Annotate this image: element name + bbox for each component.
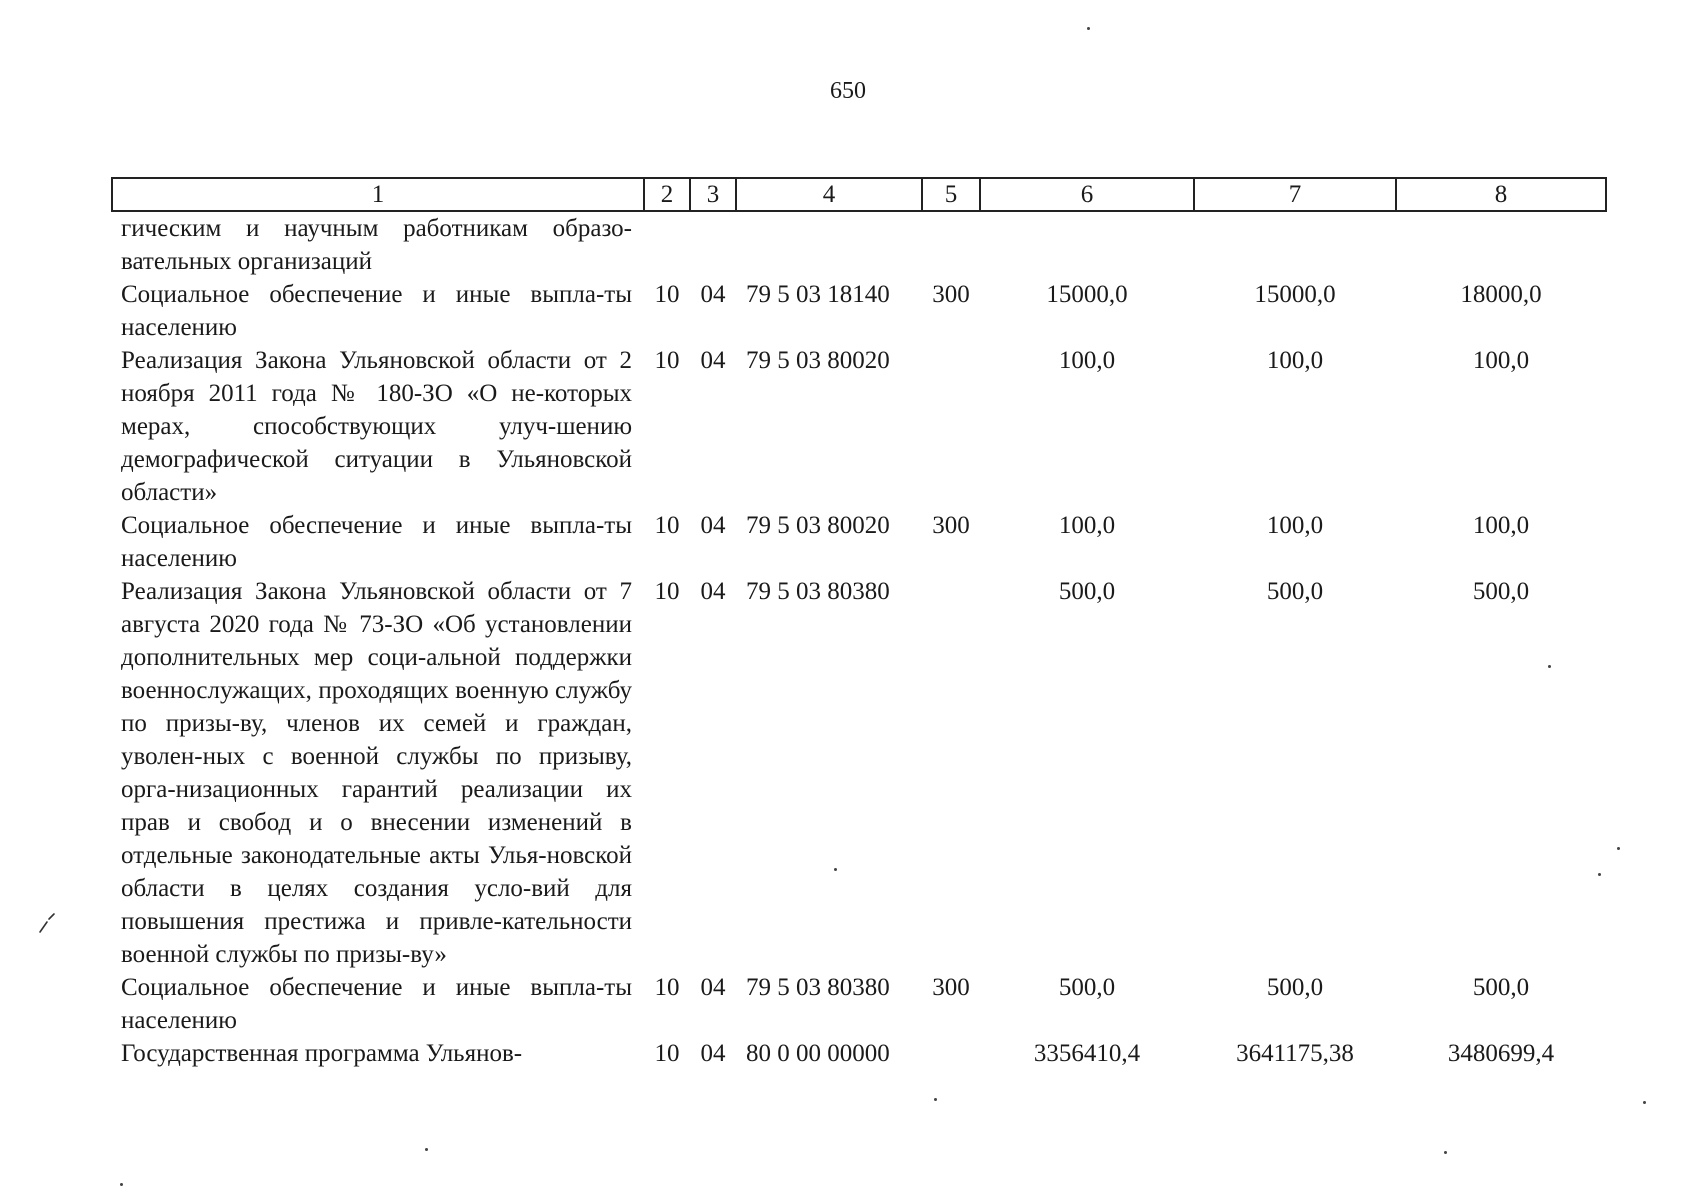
amount-col8-cell: 500,0 bbox=[1472, 578, 1530, 605]
subsection-code-cell: 04 bbox=[700, 1040, 726, 1067]
amount-col6-cell: 3356410,4 bbox=[1033, 1040, 1141, 1067]
amount-col7-cell: 500,0 bbox=[1266, 578, 1324, 605]
column-header-8: 8 bbox=[1396, 178, 1606, 211]
amount-col7-cell: 100,0 bbox=[1266, 347, 1324, 374]
amount-col7-cell bbox=[1194, 211, 1396, 278]
header-row bbox=[112, 178, 1606, 211]
target-article-cell: 79 5 03 80380 bbox=[746, 578, 890, 605]
budget-table bbox=[111, 177, 1607, 1070]
table-row bbox=[112, 575, 1606, 971]
column-header-1: 1 bbox=[112, 178, 644, 211]
subsection-code-cell: 04 bbox=[700, 347, 726, 374]
amount-col7-cell: 500,0 bbox=[1266, 974, 1324, 1001]
column-header-4: 4 bbox=[736, 178, 922, 211]
row-name-cell: Социальное обеспечение и иные выпла-ты населению bbox=[121, 281, 632, 341]
target-article-cell: 79 5 03 80020 bbox=[746, 347, 890, 374]
expense-type-cell bbox=[922, 344, 980, 509]
amount-col6-cell bbox=[980, 211, 1194, 278]
amount-col6-cell: 500,0 bbox=[1058, 974, 1116, 1001]
row-name-cell: Государственная программа Ульянов- bbox=[121, 1040, 523, 1067]
expense-type-cell: 300 bbox=[932, 281, 970, 308]
amount-col8-cell: 100,0 bbox=[1472, 512, 1530, 539]
target-article-cell: 80 0 00 00000 bbox=[746, 1040, 890, 1067]
row-name-cell: Социальное обеспечение и иные выпла-ты населению bbox=[121, 512, 632, 572]
pen-mark-icon bbox=[38, 912, 60, 934]
column-header-2: 2 bbox=[644, 178, 690, 211]
amount-col8-cell bbox=[1396, 211, 1606, 278]
section-code-cell: 10 bbox=[654, 974, 680, 1001]
expense-type-cell: 300 bbox=[932, 512, 970, 539]
column-header-5: 5 bbox=[922, 178, 980, 211]
target-article-cell: 79 5 03 80020 bbox=[746, 512, 890, 539]
amount-col8-cell: 500,0 bbox=[1472, 974, 1530, 1001]
amount-col7-cell: 100,0 bbox=[1266, 512, 1324, 539]
table-row bbox=[112, 278, 1606, 344]
scan-speck bbox=[1087, 27, 1090, 30]
scan-speck bbox=[120, 1183, 123, 1186]
scan-speck bbox=[1598, 873, 1601, 876]
expense-type-cell bbox=[922, 1037, 980, 1070]
scan-speck bbox=[1548, 665, 1551, 668]
amount-col6-cell: 100,0 bbox=[1058, 347, 1116, 374]
subsection-code-cell: 04 bbox=[700, 281, 726, 308]
section-code-cell: 10 bbox=[654, 347, 680, 374]
page-number: 650 bbox=[830, 78, 866, 104]
row-name-cell: гическим и научным работникам образо-вательных организаций bbox=[121, 215, 632, 275]
amount-col8-cell: 18000,0 bbox=[1460, 281, 1542, 308]
amount-col8-cell: 3480699,4 bbox=[1447, 1040, 1555, 1067]
column-header-6: 6 bbox=[980, 178, 1194, 211]
amount-col7-cell: 3641175,38 bbox=[1236, 1040, 1354, 1067]
scan-speck bbox=[934, 1098, 937, 1101]
row-name-cell: Реализация Закона Ульяновской области от 2 ноября 2011 года № 180-ЗО «О не-которых мерах, способствующих улуч-шению демографической ситуации в Ульяновской области» bbox=[121, 347, 632, 506]
table-header bbox=[112, 178, 1606, 211]
amount-col7-cell: 15000,0 bbox=[1254, 281, 1336, 308]
amount-col6-cell: 15000,0 bbox=[1046, 281, 1128, 308]
target-article-cell: 79 5 03 80380 bbox=[746, 974, 890, 1001]
subsection-code-cell: 04 bbox=[700, 578, 726, 605]
amount-col8-cell: 100,0 bbox=[1472, 347, 1530, 374]
section-code-cell bbox=[644, 211, 690, 278]
target-article-cell: 79 5 03 18140 bbox=[746, 281, 890, 308]
budget-table-container bbox=[111, 177, 1605, 1070]
section-code-cell: 10 bbox=[654, 281, 680, 308]
expense-type-cell bbox=[922, 211, 980, 278]
row-name-cell: Реализация Закона Ульяновской области от 7 августа 2020 года № 73-ЗО «Об установлении дополнительных мер соци-альной поддержки военнослужащих, проходящих военную службу по призы-ву, членов их семей и граждан, уволен-ных с военной службы по призыву, орга-низационных гарантий реализации их прав и свобод и о внесении изменений в отдельные законодательные акты Улья-новской области в целях создания усло-вий для повышения престижа и привле-кательности военной службы по призы-ву» bbox=[121, 578, 632, 968]
column-header-7: 7 bbox=[1194, 178, 1396, 211]
table-row bbox=[112, 509, 1606, 575]
column-header-3: 3 bbox=[690, 178, 736, 211]
subsection-code-cell: 04 bbox=[700, 512, 726, 539]
scan-speck bbox=[425, 1148, 428, 1151]
table-row bbox=[112, 971, 1606, 1037]
table-body bbox=[112, 211, 1606, 1070]
section-code-cell: 10 bbox=[654, 578, 680, 605]
expense-type-cell bbox=[922, 575, 980, 971]
scan-speck bbox=[1617, 847, 1620, 850]
amount-col6-cell: 500,0 bbox=[1058, 578, 1116, 605]
scan-speck bbox=[1643, 1101, 1646, 1104]
table-row bbox=[112, 211, 1606, 278]
table-row bbox=[112, 1037, 1606, 1070]
expense-type-cell: 300 bbox=[932, 974, 970, 1001]
scan-speck bbox=[834, 868, 837, 871]
section-code-cell: 10 bbox=[654, 1040, 680, 1067]
target-article-cell bbox=[736, 211, 922, 278]
amount-col6-cell: 100,0 bbox=[1058, 512, 1116, 539]
row-name-cell: Социальное обеспечение и иные выпла-ты населению bbox=[121, 974, 632, 1034]
subsection-code-cell: 04 bbox=[700, 974, 726, 1001]
table-row bbox=[112, 344, 1606, 509]
scan-speck bbox=[1444, 1151, 1447, 1154]
section-code-cell: 10 bbox=[654, 512, 680, 539]
subsection-code-cell bbox=[690, 211, 736, 278]
